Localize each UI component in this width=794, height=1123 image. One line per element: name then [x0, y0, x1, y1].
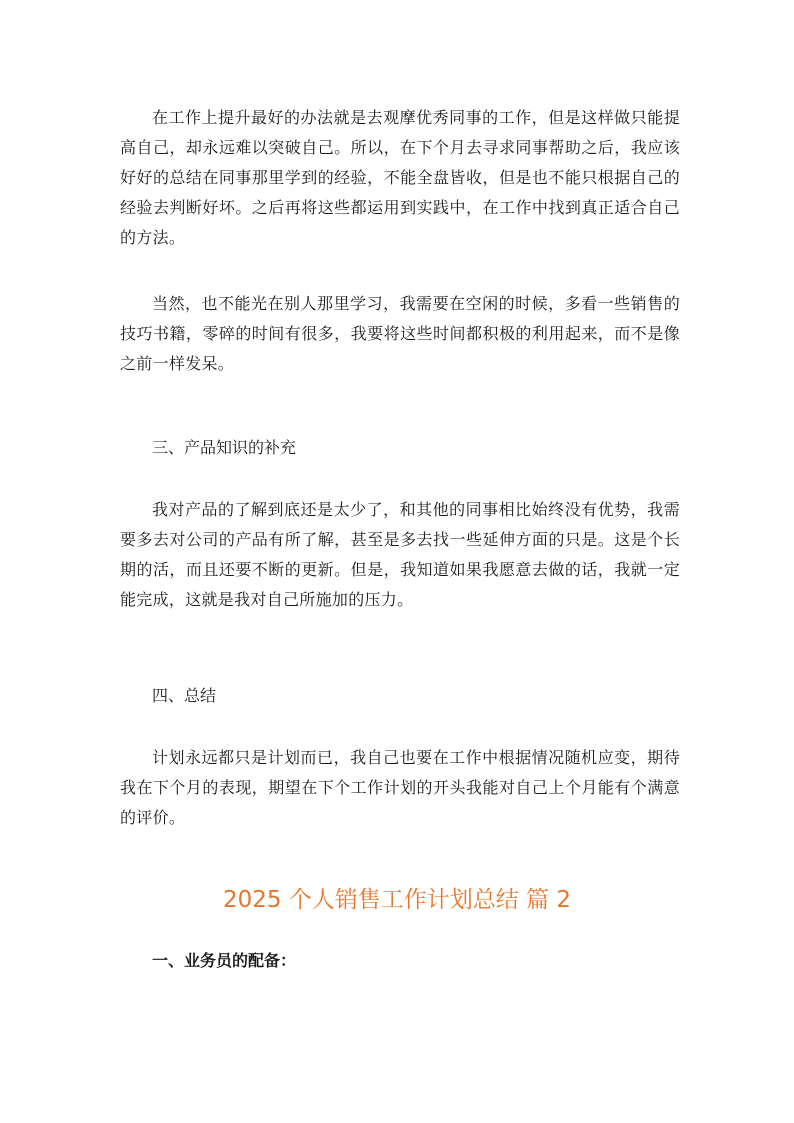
heading-summary: 四、总结: [152, 686, 217, 705]
paragraph-summary: 计划永远都只是计划而已，我自己也要在工作中根据情况随机应变，期待我在下个月的表现，期望在下个工作计划的开头我能对自己上个月能有个满意的评价。: [120, 748, 680, 827]
paragraph-product-knowledge: 我对产品的了解到底还是太少了，和其他的同事相比始终没有优势，我需要多去对公司的产品有所了解，甚至是多去找一些延伸方面的只是。这是个长期的活，而且还要不断的更新。但是，我知道如果我愿意去做的话，我就一定能完成，这就是我对自己所施加的压力。: [120, 500, 680, 609]
paragraph-learning-from-colleagues: 在工作上提升最好的办法就是去观摩优秀同事的工作，但是这样做只能提高自己，却永远难以突破自己。所以，在下个月去寻求同事帮助之后，我应该好好的总结在同事那里学到的经验，不能全盘皆收，但是也不能只根据自己的经验去判断好坏。之后再将这些都运用到实践中，在工作中找到真正适合自己的方法。: [120, 108, 680, 247]
section-title: 2025 个人销售工作计划总结 篇 2: [222, 887, 572, 913]
paragraph-reading-sales-books: 当然，也不能光在别人那里学习，我需要在空闲的时候，多看一些销售的技巧书籍，零碎的时间有很多，我要将这些时间都积极的利用起来，而不是像之前一样发呆。: [120, 294, 680, 373]
subheading-staffing: 一、业务员的配备：: [152, 951, 297, 970]
heading-product-knowledge: 三、产品知识的补充: [152, 438, 297, 457]
